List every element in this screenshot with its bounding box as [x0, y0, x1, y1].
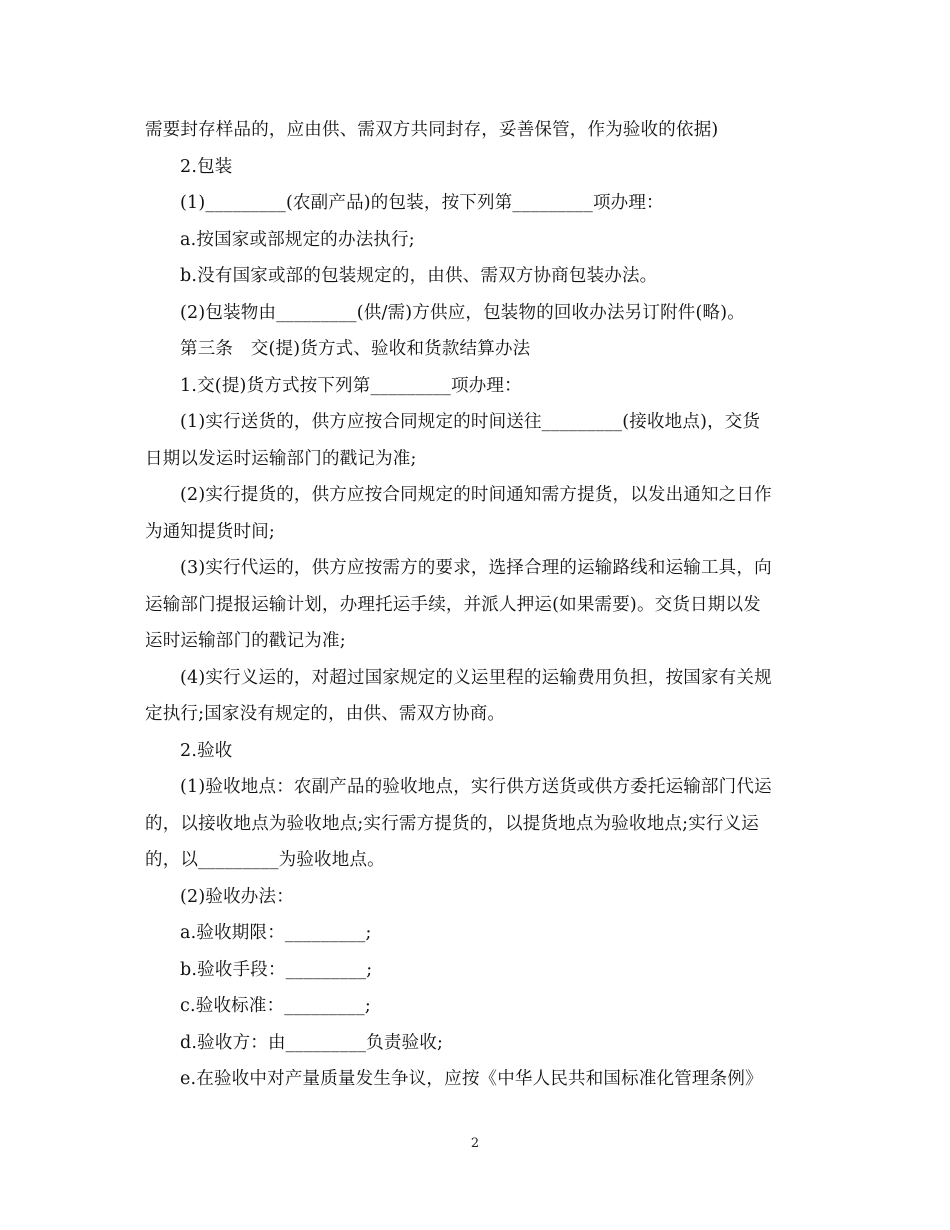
text-line: a.按国家或部规定的办法执行; [180, 229, 415, 250]
text-line: 运输部门提报运输计划，办理托运手续，并派人押运(如果需要)。交货日期以发 [145, 594, 761, 615]
page-number: 2 [470, 1136, 480, 1151]
text-line: b.没有国家或部的包装规定的，由供、需双方协商包装办法。 [180, 266, 658, 286]
text-line: b.验收手段：_________; [180, 959, 373, 980]
text-line: (1)实行送货的，供方应按合同规定的时间送往_________(接收地点)，交货 [180, 412, 761, 432]
text-line: 2.包装 [180, 156, 233, 177]
text-line: 定执行;国家没有规定的，由供、需双方协商。 [145, 704, 506, 724]
text-line: (2)验收办法： [180, 886, 294, 907]
text-line: 的，以接收地点为验收地点;实行需方提货的，以提货地点为验收地点;实行义运 [145, 813, 759, 834]
text-line: 2.验收 [180, 740, 233, 761]
text-line: 需要封存样品的，应由供、需双方共同封存，妥善保管，作为验收的依据) [145, 120, 719, 140]
text-line: 1.交(提)货方式按下列第_________项办理： [180, 375, 522, 396]
text-line: a.验收期限：_________; [180, 923, 372, 943]
text-line: e.在验收中对产量质量发生争议，应按《中华人民共和国标准化管理条例》 [180, 1069, 763, 1089]
text-line: 运时运输部门的戳记为准; [145, 631, 346, 651]
text-line: (2)实行提货的，供方应按合同规定的时间通知需方提货，以发出通知之日作 [180, 485, 772, 505]
text-line: d.验收方：由_________负责验收; [180, 1032, 444, 1053]
text-line: 为通知提货时间; [145, 521, 275, 542]
text-line: (4)实行义运的，对超过国家规定的义运里程的运输费用负担，按国家有关规 [180, 667, 772, 688]
text-line: 日期以发运时运输部门的戳记为准; [145, 448, 417, 469]
section-heading: 第三条 交(提)货方式、验收和货款结算办法 [180, 339, 531, 359]
text-line: (3)实行代运的，供方应按需方的要求，选择合理的运输路线和运输工具，向 [180, 558, 772, 578]
text-line: (1)_________(农副产品)的包装，按下列第_________项办理： [180, 193, 664, 213]
text-line: (1)验收地点：农副产品的验收地点，实行供方送货或供方委托运输部门代运 [180, 777, 772, 797]
text-line: (2)包装物由_________(供/需)方供应，包装物的回收办法另订附件(略)。 [180, 302, 745, 323]
document-body [145, 112, 810, 1098]
text-line: c.验收标准：_________; [180, 996, 371, 1016]
text-line: 的，以_________为验收地点。 [145, 850, 385, 870]
